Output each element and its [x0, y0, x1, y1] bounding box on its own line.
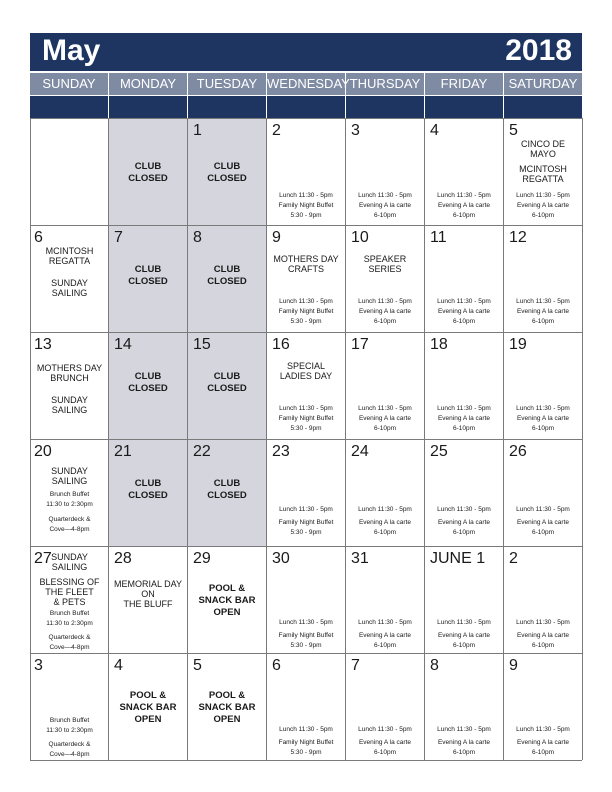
day-cell [504, 225, 583, 332]
day-number: 27 [34, 550, 52, 567]
stripe-cell [345, 96, 424, 118]
day-cell [109, 653, 188, 760]
day-cell [504, 546, 583, 653]
hours-text: Lunch 11:30 - 5pm Family Night Buffet 5:30 - 9pm [278, 192, 334, 219]
weekday-thursday: THURSDAY [345, 73, 424, 95]
event-text: CLUB CLOSED [207, 264, 247, 287]
event-text: CLUB CLOSED [207, 371, 247, 394]
day-cell [425, 653, 504, 760]
hours-text: Evening A la carte 6-10pm [358, 739, 412, 756]
hours-text: Lunch 11:30 - 5pm Evening A la carte 6-10pm [516, 405, 570, 432]
event-text: MOTHERS DAY CRAFTS [273, 254, 339, 274]
hours-text: Lunch 11:30 - 5pm Family Night Buffet 5:30 - 9pm [278, 405, 334, 432]
stripe-cell [424, 96, 503, 118]
day-number: 16 [272, 336, 290, 353]
day-number: 5 [193, 657, 202, 674]
day-number: 4 [430, 122, 439, 139]
weekday-friday: FRIDAY [424, 73, 503, 95]
hours-text: Lunch 11:30 - 5pm [516, 619, 570, 626]
day-cell [31, 118, 109, 225]
day-number: 24 [351, 443, 369, 460]
weekday-header-row [30, 71, 582, 95]
day-cell [109, 118, 188, 225]
weekday-wednesday: WEDNESDAY [266, 73, 345, 95]
day-cell [31, 546, 109, 653]
hours-text: Evening A la carte 6-10pm [516, 519, 570, 536]
hours-text: Family Night Buffet 5:30 - 9pm [278, 519, 334, 536]
day-cell [109, 332, 188, 439]
hours-text: Brunch Buffet 11:30 to 2:30pm [46, 610, 93, 627]
day-cell [31, 439, 109, 546]
day-number: 4 [114, 657, 123, 674]
day-number: 19 [509, 336, 527, 353]
day-number: 11 [430, 229, 447, 246]
day-number: 18 [430, 336, 448, 353]
hours-text: Lunch 11:30 - 5pm Evening A la carte 6-10pm [437, 192, 491, 219]
day-cell [31, 332, 109, 439]
event-text: SPEAKER SERIES [363, 254, 407, 274]
hours-text: Lunch 11:30 - 5pm [437, 726, 491, 733]
day-cell [425, 546, 504, 653]
day-cell [188, 118, 267, 225]
day-cell [346, 118, 425, 225]
day-number: 6 [272, 657, 281, 674]
day-cell [504, 118, 583, 225]
day-cell [31, 653, 109, 760]
stripe-cell [266, 96, 345, 118]
event-text: MEMORIAL DAY ON THE BLUFF [113, 579, 182, 609]
event-text: SUNDAY SAILING [51, 278, 88, 298]
day-number: 7 [114, 229, 123, 246]
day-cell [267, 225, 346, 332]
day-cell [109, 546, 188, 653]
hours-text: Quarterdeck & Cove—4-8pm [48, 741, 91, 758]
event-text: MCINTOSH REGATTA [45, 246, 94, 266]
event-text: POOL & SNACK BAR OPEN [198, 690, 256, 725]
stripe-cell [187, 96, 266, 118]
hours-text: Evening A la carte 6-10pm [437, 739, 491, 756]
hours-text: Family Night Buffet 5:30 - 9pm [278, 632, 334, 649]
event-text: CLUB CLOSED [128, 478, 168, 501]
hours-text: Evening A la carte 6-10pm [516, 739, 570, 756]
day-number: 2 [509, 550, 518, 567]
day-number: 10 [351, 229, 369, 246]
day-number: 17 [351, 336, 369, 353]
event-text: SUNDAY SAILING [51, 552, 88, 572]
day-number: 7 [351, 657, 360, 674]
day-cell [188, 332, 267, 439]
event-text: CLUB CLOSED [207, 161, 247, 184]
hours-text: Quarterdeck & Cove—4-8pm [48, 516, 91, 533]
hours-text: Lunch 11:30 - 5pm Family Night Buffet 5:30 - 9pm [278, 298, 334, 325]
hours-text: Brunch Buffet 11:30 to 2:30pm [46, 717, 93, 734]
hours-text: Lunch 11:30 - 5pm [358, 506, 412, 513]
event-text: CLUB CLOSED [128, 161, 168, 184]
day-number: 6 [34, 229, 43, 246]
hours-text: Lunch 11:30 - 5pm Evening A la carte 6-10pm [437, 298, 491, 325]
hours-text: Lunch 11:30 - 5pm [358, 726, 412, 733]
hours-text: Lunch 11:30 - 5pm Evening A la carte 6-10pm [358, 192, 412, 219]
day-cell [346, 546, 425, 653]
day-cell [425, 225, 504, 332]
day-number: 21 [114, 443, 132, 460]
hours-text: Lunch 11:30 - 5pm Evening A la carte 6-10pm [516, 298, 570, 325]
day-cell [346, 653, 425, 760]
event-text: MCINTOSH REGATTA [519, 164, 567, 184]
calendar-grid [30, 118, 582, 761]
day-cell [109, 439, 188, 546]
day-number: 9 [509, 657, 518, 674]
event-text: SUNDAY SAILING [51, 466, 88, 486]
day-cell [31, 225, 109, 332]
hours-text: Lunch 11:30 - 5pm [279, 726, 333, 733]
event-text: MOTHERS DAY BRUNCH [36, 363, 103, 383]
day-number: 13 [34, 336, 52, 353]
day-cell [504, 439, 583, 546]
hours-text: Lunch 11:30 - 5pm Evening A la carte 6-10pm [516, 192, 570, 219]
event-text: SUNDAY SAILING [51, 395, 88, 415]
calendar-header [30, 33, 582, 71]
day-cell [188, 225, 267, 332]
weekday-saturday: SATURDAY [503, 73, 582, 95]
weekday-tuesday: TUESDAY [187, 73, 266, 95]
day-cell [425, 439, 504, 546]
stripe-cell [30, 96, 108, 118]
event-text: CLUB CLOSED [207, 478, 247, 501]
day-cell [425, 118, 504, 225]
day-cell [346, 332, 425, 439]
day-number: 12 [509, 229, 527, 246]
hours-text: Evening A la carte 6-10pm [358, 632, 412, 649]
day-number: 3 [351, 122, 360, 139]
event-text: BLESSING OF THE FLEET & PETS [39, 577, 100, 607]
event-text: CLUB CLOSED [128, 264, 168, 287]
hours-text: Lunch 11:30 - 5pm [516, 506, 570, 513]
hours-text: Family Night Buffet 5:30 - 9pm [278, 739, 334, 756]
day-number: 26 [509, 443, 527, 460]
hours-text: Lunch 11:30 - 5pm Evening A la carte 6-10pm [437, 405, 491, 432]
day-number: 20 [34, 443, 52, 460]
day-number: 5 [509, 122, 518, 139]
day-cell [267, 332, 346, 439]
stripe-cell [108, 96, 187, 118]
hours-text: Lunch 11:30 - 5pm [279, 506, 333, 513]
stripe-cell [503, 96, 582, 118]
day-number: 23 [272, 443, 290, 460]
day-cell [504, 653, 583, 760]
event-text: CLUB CLOSED [128, 371, 168, 394]
hours-text: Evening A la carte 6-10pm [516, 632, 570, 649]
day-number: 25 [430, 443, 448, 460]
hours-text: Evening A la carte 6-10pm [437, 519, 491, 536]
hours-text: Lunch 11:30 - 5pm [279, 619, 333, 626]
hours-text: Lunch 11:30 - 5pm [437, 619, 491, 626]
month-title: May [42, 34, 101, 67]
day-number: 28 [114, 550, 132, 567]
day-number: 29 [193, 550, 211, 567]
hours-text: Evening A la carte 6-10pm [437, 632, 491, 649]
day-number: 14 [114, 336, 132, 353]
day-cell [267, 546, 346, 653]
year-title: 2018 [505, 34, 572, 67]
day-number: 8 [430, 657, 439, 674]
day-number: 8 [193, 229, 202, 246]
hours-text: Lunch 11:30 - 5pm [437, 506, 491, 513]
hours-text: Lunch 11:30 - 5pm [516, 726, 570, 733]
event-text: CINCO DE MAYO [520, 139, 565, 159]
event-text: POOL & SNACK BAR OPEN [119, 690, 177, 725]
day-cell [188, 546, 267, 653]
hours-text: Lunch 11:30 - 5pm [358, 619, 412, 626]
day-cell [504, 332, 583, 439]
hours-text: Quarterdeck & Cove—4-8pm [48, 634, 91, 651]
hours-text: Evening A la carte 6-10pm [358, 519, 412, 536]
day-number: 31 [351, 550, 369, 567]
day-number: 15 [193, 336, 211, 353]
day-number: 22 [193, 443, 211, 460]
day-cell [267, 653, 346, 760]
calendar [30, 33, 582, 761]
day-cell [188, 439, 267, 546]
hours-text: Lunch 11:30 - 5pm Evening A la carte 6-10pm [358, 405, 412, 432]
day-cell [267, 118, 346, 225]
day-cell [109, 225, 188, 332]
day-cell [425, 332, 504, 439]
hours-text: Lunch 11:30 - 5pm Evening A la carte 6-10pm [358, 298, 412, 325]
day-cell [188, 653, 267, 760]
weekday-sunday: SUNDAY [42, 76, 96, 91]
day-number: 3 [34, 657, 43, 674]
event-text: POOL & SNACK BAR OPEN [198, 583, 256, 618]
day-number: 2 [272, 122, 281, 139]
header-stripe [30, 95, 582, 118]
day-cell [346, 439, 425, 546]
event-text: SPECIAL LADIES DAY [279, 361, 333, 381]
day-cell [267, 439, 346, 546]
day-cell [346, 225, 425, 332]
day-number: 1 [193, 122, 202, 139]
day-number: JUNE 1 [430, 550, 486, 567]
day-number: 9 [272, 229, 281, 246]
hours-text: Brunch Buffet 11:30 to 2:30pm [46, 491, 93, 508]
day-number: 30 [272, 550, 290, 567]
weekday-monday: MONDAY [108, 73, 187, 95]
